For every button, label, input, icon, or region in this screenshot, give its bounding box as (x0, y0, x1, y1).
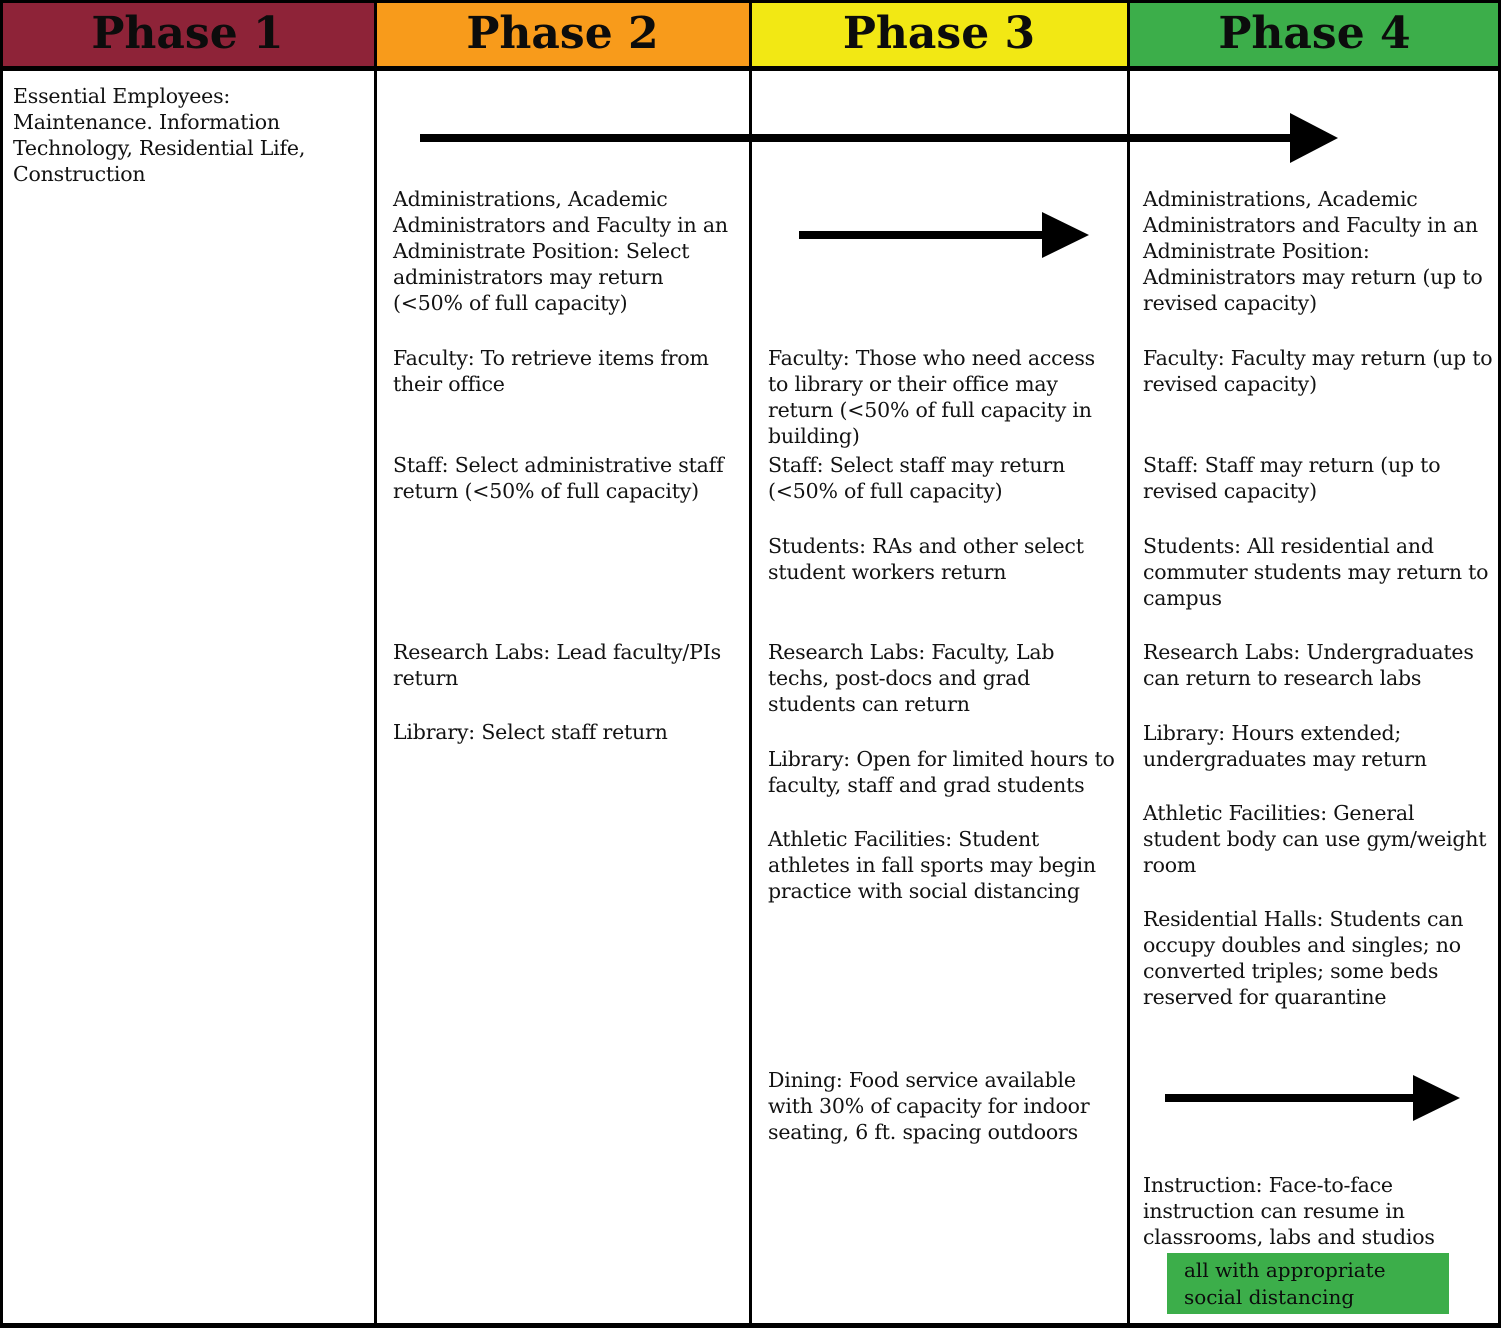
phase-2-header: Phase 2 (375, 0, 750, 71)
phase-4-item: Faculty: Faculty may return (up to revised capacity) (1143, 346, 1493, 396)
phase-3-header: Phase 3 (750, 0, 1128, 71)
phase-4-item: Students: All residential and commuter students may return to campus (1143, 534, 1489, 610)
column-divider (374, 0, 377, 1328)
phase-4-item: Instruction: Face-to-face instruction can resume in classrooms, labs and studios (1143, 1173, 1435, 1249)
phase-4-item: Research Labs: Undergraduates can return to research labs (1143, 640, 1474, 690)
phase-3-item: Dining: Food service available with 30% of capacity for indoor seating, 6 ft. spacing outdoors (768, 1068, 1090, 1144)
phase-3-item: Faculty: Those who need access to library or their office may return (<50% of full capacity in building) (768, 346, 1095, 448)
phase-3-item: Students: RAs and other select student workers return (768, 534, 1084, 584)
phase-2-item: Administrations, Academic Administrators and Faculty in an Administrate Position: Select administrators may return (<50% of full capacity) (393, 187, 728, 315)
note-text: all with appropriate social distancing (1184, 1257, 1386, 1309)
phase-2-item: Faculty: To retrieve items from their office (393, 346, 709, 396)
phase-3-item: Research Labs: Faculty, Lab techs, post-docs and grad students can return (768, 640, 1055, 716)
phase-4-header: Phase 4 (1128, 0, 1501, 71)
phase-4-item: Staff: Staff may return (up to revised capacity) (1143, 453, 1441, 503)
social-distancing-note (1167, 1253, 1449, 1314)
phase-3-item: Athletic Facilities: Student athletes in fall sports may begin practice with social distancing (768, 827, 1096, 903)
phase-1-header: Phase 1 (0, 0, 375, 71)
phase-4-item: Residential Halls: Students can occupy doubles and singles; no converted triples; some beds reserved for quarantine (1143, 907, 1464, 1009)
phase-2-item: Library: Select staff return (393, 720, 668, 744)
phase-2-item: Staff: Select administrative staff return (<50% of full capacity) (393, 453, 724, 503)
phase-3-item: Staff: Select staff may return (<50% of full capacity) (768, 453, 1066, 503)
phase-3-item: Library: Open for limited hours to faculty, staff and grad students (768, 747, 1115, 797)
phase-4-item: Library: Hours extended; undergraduates may return (1143, 721, 1427, 771)
column-divider (1127, 0, 1130, 1328)
phase-4-item: Administrations, Academic Administrators and Faculty in an Administrate Position: Administrators may return (up to revised capacity) (1143, 187, 1483, 315)
column-divider (749, 0, 752, 1328)
phase-4-item: Athletic Facilities: General student body can use gym/weight room (1143, 801, 1487, 877)
phase-2-item: Research Labs: Lead faculty/PIs return (393, 640, 721, 690)
phase-1-item: Essential Employees: Maintenance. Information Technology, Residential Life, Construction (13, 84, 306, 186)
